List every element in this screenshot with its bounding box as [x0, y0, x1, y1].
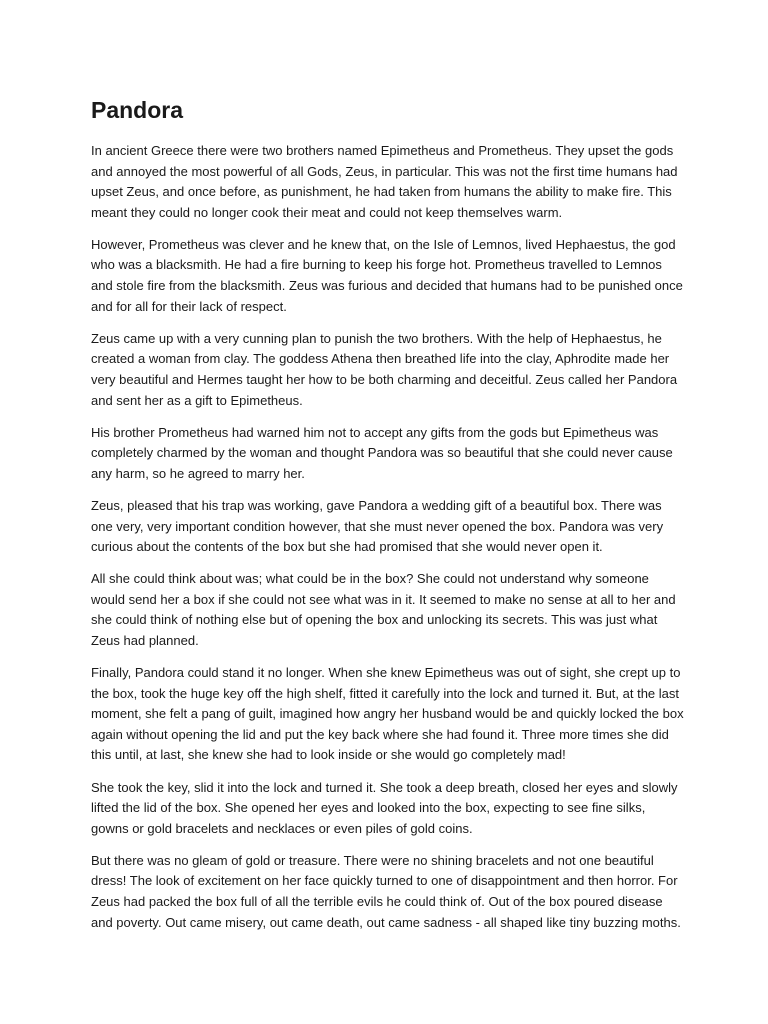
paragraph: All she could think about was; what could be in the box? She could not understand why someone would send her a box if she could not see what was in it. It seemed to make no sense at all to her and she could think of nothing else but of opening the box and unlocking its secrets. This was just what Zeus had planned. — [91, 571, 676, 648]
paragraph: In ancient Greece there were two brothers named Epimetheus and Prometheus. They upset the gods and annoyed the most powerful of all Gods, Zeus, in particular. This was not the first time humans had upset Zeus, and once before, as punishment, he had taken from humans the ability to make fire. This meant they could no longer cook their meat and could not keep themselves warm. — [91, 143, 678, 220]
paragraph: However, Prometheus was clever and he knew that, on the Isle of Lemnos, lived Hephaestus, the god who was a blacksmith. He had a fire burning to keep his forge hot. Prometheus travelled to Lemnos and stole fire from the blacksmith. Zeus was furious and decided that humans had to be punished once and for all for their lack of respect. — [91, 236, 683, 314]
paragraph: She took the key, slid it into the lock and turned it. She took a deep breath, closed her eyes and slowly lifted the lid of the box. She opened her eyes and looked into the box, expecting to see fine silks, gowns or gold bracelets and necklaces or even piles of gold coins. — [91, 779, 678, 836]
paragraph: Zeus, pleased that his trap was working, gave Pandora a wedding gift of a beautiful box. There was one very, very important condition however, that she must never opened the box. Pandora was very curious about the contents of the box but she had promised that she would never open it. — [91, 497, 664, 555]
paragraph: His brother Prometheus had warned him not to accept any gifts from the gods but Epimetheus was completely charmed by the woman and thought Pandora was so beautiful that she could never cause any harm, so he agreed to marry her. — [91, 424, 673, 481]
paragraph: Finally, Pandora could stand it no longer. When she knew Epimetheus was out of sight, she crept up to the box, took the huge key off the high shelf, fitted it carefully into the lock and turned it. But, at the last moment, she felt a pang of guilt, imagined how angry her husband would be and quickly locked the box again without opening the lid and put the key back where she had found it. Three more times she did this until, at last, she knew she had to look inside or she would go completely mad! — [91, 665, 684, 763]
document-body — [91, 141, 686, 945]
paragraph: Zeus came up with a very cunning plan to punish the two brothers. With the help of Hephaestus, he created a woman from clay. The goddess Athena then breathed life into the clay, Aphrodite made her very beautiful and Hermes taught her how to be both charming and deceitful. Zeus called her Pandora and sent her as a gift to Epimetheus. — [91, 330, 678, 408]
page-title: Pandora — [91, 97, 184, 123]
paragraph: But there was no gleam of gold or treasure. There were no shining bracelets and not one beautiful dress! The look of excitement on her face quickly turned to one of disappointment and then horror. For Zeus had packed the box full of all the terrible evils he could think of. Out of the box poured disease and poverty. Out came misery, out came death, out came sadness - all shaped like tiny buzzing moths. — [91, 852, 681, 930]
